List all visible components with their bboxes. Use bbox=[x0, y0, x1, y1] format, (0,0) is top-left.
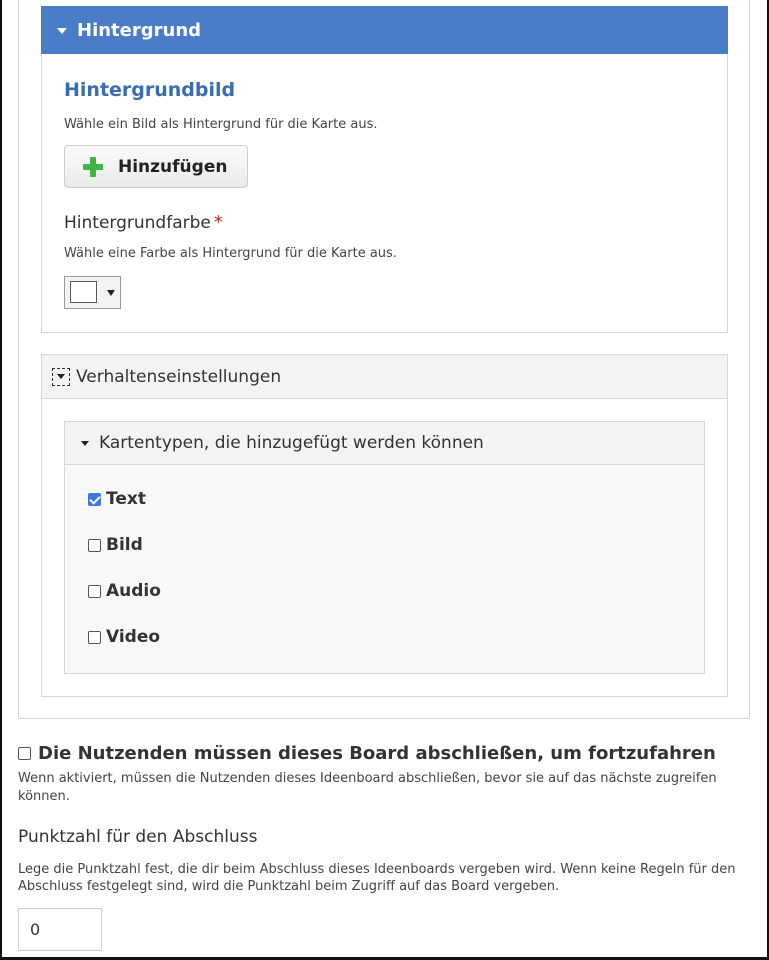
background-image-title: Hintergrundbild bbox=[64, 79, 236, 101]
caret-down-icon bbox=[57, 374, 65, 379]
color-picker[interactable] bbox=[64, 276, 121, 309]
card-type-label: Audio bbox=[106, 581, 161, 601]
card-type-option-image[interactable] bbox=[88, 535, 143, 555]
card-types-header-label: Kartentypen, die hinzugefügt werden können bbox=[99, 433, 484, 453]
card-type-option-audio[interactable] bbox=[88, 581, 161, 601]
card-type-option-text[interactable] bbox=[88, 489, 146, 509]
behavior-header-label: Verhaltenseinstellungen bbox=[76, 366, 282, 387]
caret-down-icon bbox=[81, 441, 89, 446]
dropdown-arrow-icon bbox=[107, 290, 115, 296]
checkbox[interactable] bbox=[88, 539, 101, 552]
color-swatch bbox=[70, 281, 97, 303]
background-image-description: Wähle ein Bild als Hintergrund für die Karte aus. bbox=[64, 117, 378, 132]
completion-required-label: Die Nutzenden müssen dieses Board abschließen, um fortzufahren bbox=[38, 743, 716, 764]
background-header[interactable] bbox=[41, 6, 728, 54]
card-type-label: Text bbox=[106, 489, 146, 509]
checkbox[interactable] bbox=[18, 747, 31, 760]
collapse-toggle-icon[interactable] bbox=[52, 368, 70, 386]
card-types-header[interactable] bbox=[65, 422, 704, 465]
completion-required-option[interactable] bbox=[18, 743, 716, 764]
add-image-button-label: Hinzufügen bbox=[118, 156, 228, 177]
completion-description: Wenn aktiviert, müssen die Nutzenden dieses Ideenboard abschließen, bevor sie auf das nächste zugreifen können. bbox=[18, 771, 717, 804]
background-color-title bbox=[64, 212, 223, 233]
checkbox[interactable] bbox=[88, 631, 101, 644]
behavior-header[interactable] bbox=[42, 355, 727, 399]
background-header-label: Hintergrund bbox=[77, 19, 202, 41]
caret-down-icon bbox=[57, 28, 67, 34]
points-description: Lege die Punktzahl fest, die dir beim Abschluss dieses Ideenboards vergeben wird. Wenn keine Regeln für den Abschluss festgelegt sind, wird die Punktzahl beim Zugriff auf das Board vergeben. bbox=[18, 862, 736, 894]
add-image-button[interactable] bbox=[64, 145, 248, 188]
checkbox-checked[interactable] bbox=[88, 493, 101, 506]
screenshot-frame-left bbox=[0, 0, 2, 960]
checkbox[interactable] bbox=[88, 585, 101, 598]
points-input[interactable] bbox=[18, 908, 102, 951]
required-marker: * bbox=[213, 212, 223, 233]
background-color-description: Wähle eine Farbe als Hintergrund für die Karte aus. bbox=[64, 246, 397, 261]
background-color-title-text: Hintergrundfarbe bbox=[64, 213, 211, 233]
plus-icon bbox=[83, 157, 103, 177]
points-title: Punktzahl für den Abschluss bbox=[18, 827, 258, 847]
card-type-label: Bild bbox=[106, 535, 143, 555]
card-type-option-video[interactable] bbox=[88, 627, 160, 647]
card-type-label: Video bbox=[106, 627, 161, 647]
